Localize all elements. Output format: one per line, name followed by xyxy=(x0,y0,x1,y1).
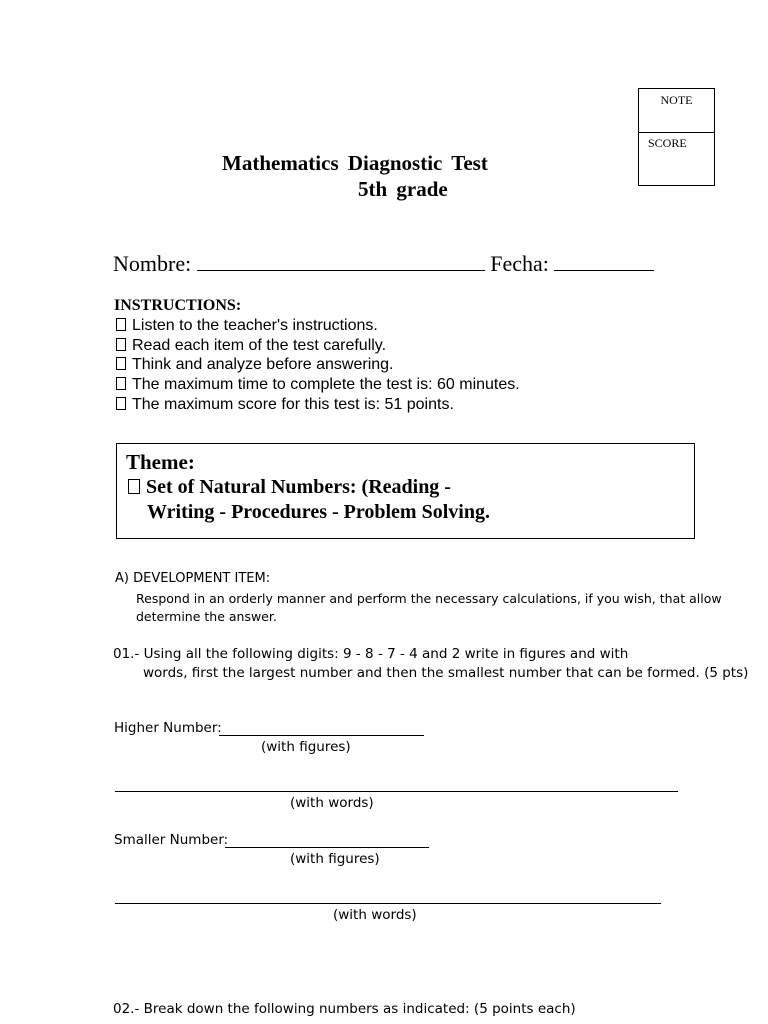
instruction-item: Think and analyze before answering. xyxy=(116,356,394,374)
question-1-line-2: words, first the largest number and then the smallest number that can be formed. (5 pts) xyxy=(143,665,749,681)
test-grade: 5th grade xyxy=(358,177,448,201)
section-a-desc-line-1: Respond in an orderly manner and perform the necessary calculations, if you wish, that allow xyxy=(136,591,722,606)
section-a-heading: A) DEVELOPMENT ITEM: xyxy=(115,571,271,586)
higher-number-label: Higher Number: xyxy=(114,720,222,736)
smaller-number-figures-line[interactable] xyxy=(225,847,429,848)
test-title: Mathematics Diagnostic Test xyxy=(222,151,488,175)
bullet-box-icon xyxy=(116,397,126,410)
date-label: Fecha: xyxy=(490,251,549,276)
instructions-heading: INSTRUCTIONS: xyxy=(114,297,242,314)
higher-words-hint: (with words) xyxy=(290,795,374,811)
higher-number-words-line[interactable] xyxy=(115,791,678,792)
instruction-item: The maximum time to complete the test is: 60 minutes. xyxy=(116,376,520,394)
theme-line-1: Set of Natural Numbers: (Reading - xyxy=(128,476,451,499)
theme-box xyxy=(116,443,695,539)
instruction-item: The maximum score for this test is: 51 points. xyxy=(116,396,454,414)
instruction-item: Listen to the teacher's instructions. xyxy=(116,317,378,335)
bullet-box-icon xyxy=(116,338,126,351)
section-a-desc-line-2: determine the answer. xyxy=(136,609,277,624)
bullet-box-icon xyxy=(128,479,140,494)
higher-figures-hint: (with figures) xyxy=(261,739,351,755)
grade-box xyxy=(638,88,715,186)
score-label: SCORE xyxy=(648,136,687,150)
note-label: NOTE xyxy=(660,93,693,107)
name-date-row xyxy=(113,251,654,277)
theme-title: Theme: xyxy=(126,450,195,474)
smaller-words-hint: (with words) xyxy=(333,907,417,923)
date-blank-line[interactable] xyxy=(554,252,654,271)
smaller-number-words-line[interactable] xyxy=(115,903,661,904)
question-1-line-1: 01.- Using all the following digits: 9 - 8 - 7 - 4 and 2 write in figures and with xyxy=(113,646,629,662)
grade-box-divider xyxy=(639,132,714,133)
question-2-line-1: 02.- Break down the following numbers as indicated: (5 points each) xyxy=(113,1001,576,1017)
smaller-figures-hint: (with figures) xyxy=(290,851,380,867)
smaller-number-label: Smaller Number: xyxy=(114,832,229,848)
bullet-box-icon xyxy=(116,357,126,370)
name-label: Nombre: xyxy=(113,251,192,276)
bullet-box-icon xyxy=(116,318,126,331)
instruction-item: Read each item of the test carefully. xyxy=(116,337,386,355)
theme-line-2: Writing - Procedures - Problem Solving. xyxy=(147,501,490,523)
bullet-box-icon xyxy=(116,377,126,390)
name-blank-line[interactable] xyxy=(197,252,485,271)
higher-number-figures-line[interactable] xyxy=(219,735,424,736)
